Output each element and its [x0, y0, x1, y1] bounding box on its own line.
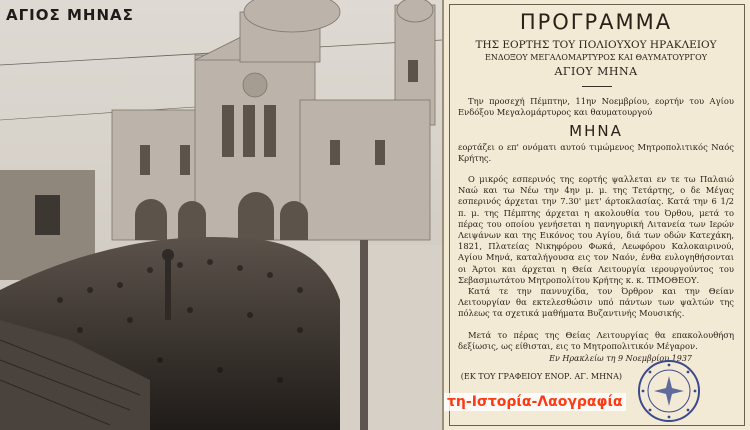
document-subtitle-3: ΑΓΙΟΥ ΜΗΝΑ: [554, 65, 638, 78]
document-paragraph-3: Ο μικρός εσπερινός της εορτής ψαλλεται εν τε τω Παλαιώ Ναώ και τω Νέω την 4ην μ. μ. της Τετάρτης, ο δε Μέγας εσπερινός άρχεται την 7.30' μετ' άρτοκλασίας. Κατά την 6 1/2 π. μ. της Πέμπτης άρχεται η ακολουθία του Όρθου, μετά το πέρας του οποίου γενήσεται η πανηγυρική Λιτανεία των Ιερών Λειψάνων και της Εικόνος του Αγίου, διά των οδών Κατεχάκη, 1821, Πλατείας Νικηφόρου Φωκά, Λεωφόρου Καλοκαιρινού, Αγίου Μηνά, καταλήγουσα εις τον Ναόν, ένθα ευλογηθήσονται οι Άρτοι και άρχεται η Θεία Λειτουργία ιερουργούντος του Σεβασμιωτάτου Μητροπολίτου Κρήτης κ. κ. ΤΙΜΟΘΕΟΥ.: [458, 174, 734, 285]
divider-rule: [582, 86, 612, 87]
document-date: Εν Ηρακλείω τη 9 Νοεμβρίου 1937: [549, 354, 692, 363]
document-title: ΠΡΟΓΡΑΜΜΑ: [519, 10, 673, 34]
parish-seal-icon: [636, 358, 702, 424]
document-subtitle-2: ΕΝΔΟΞΟΥ ΜΕΓΑΛΟΜΑΡΤΥΡΟΣ ΚΑΙ ΘΑΥΜΑΤΟΥΡΓΟΥ: [485, 53, 707, 62]
photo-caption: ΑΓΙΟΣ ΜΗΝΑΣ: [6, 6, 134, 24]
document-subtitle-1: ΤΗΣ ΕΟΡΤΗΣ ΤΟΥ ΠΟΛΙΟΥΧΟΥ ΗΡΑΚΛΕΙΟΥ: [475, 39, 717, 51]
document-paragraph-2: εορτάζει ο επ' ονόματι αυτού τιμώμενος Μητροπολιτικός Ναός Κρήτης.: [458, 142, 734, 164]
document-paragraph-4: Κατά τε την παννυχίδα, τον Όρθρον και την Θείαν Λειτουργίαν θα εκτελεσθώσιν υπό πάντων των ψαλτών της πόλεως τα σχετικά μαθήματα Βυζαντινής Μουσικής.: [458, 286, 734, 319]
document-name-heading: ΜΗΝΑ: [569, 122, 623, 140]
document-office-line: (ΕΚ ΤΟΥ ΓΡΑΦΕΙΟΥ ΕΝΟΡ. ΑΓ. ΜΗΝΑ): [460, 372, 622, 381]
document-paragraph-1: Την προσεχή Πέμπτην, 11ην Νοεμβρίου, εορτήν του Αγίου Ενδόξου Μεγαλομάρτυρος και θαυματουργού: [458, 96, 734, 118]
source-watermark: τη-Ιστορία-Λαογραφία: [444, 393, 626, 411]
document-paragraph-5: Μετά το πέρας της Θείας Λειτουργίας θα επακολουθήση δεξίωσις, ως είθισται, εις το Μητροπολιτικόν Μέγαρον.: [458, 330, 734, 352]
